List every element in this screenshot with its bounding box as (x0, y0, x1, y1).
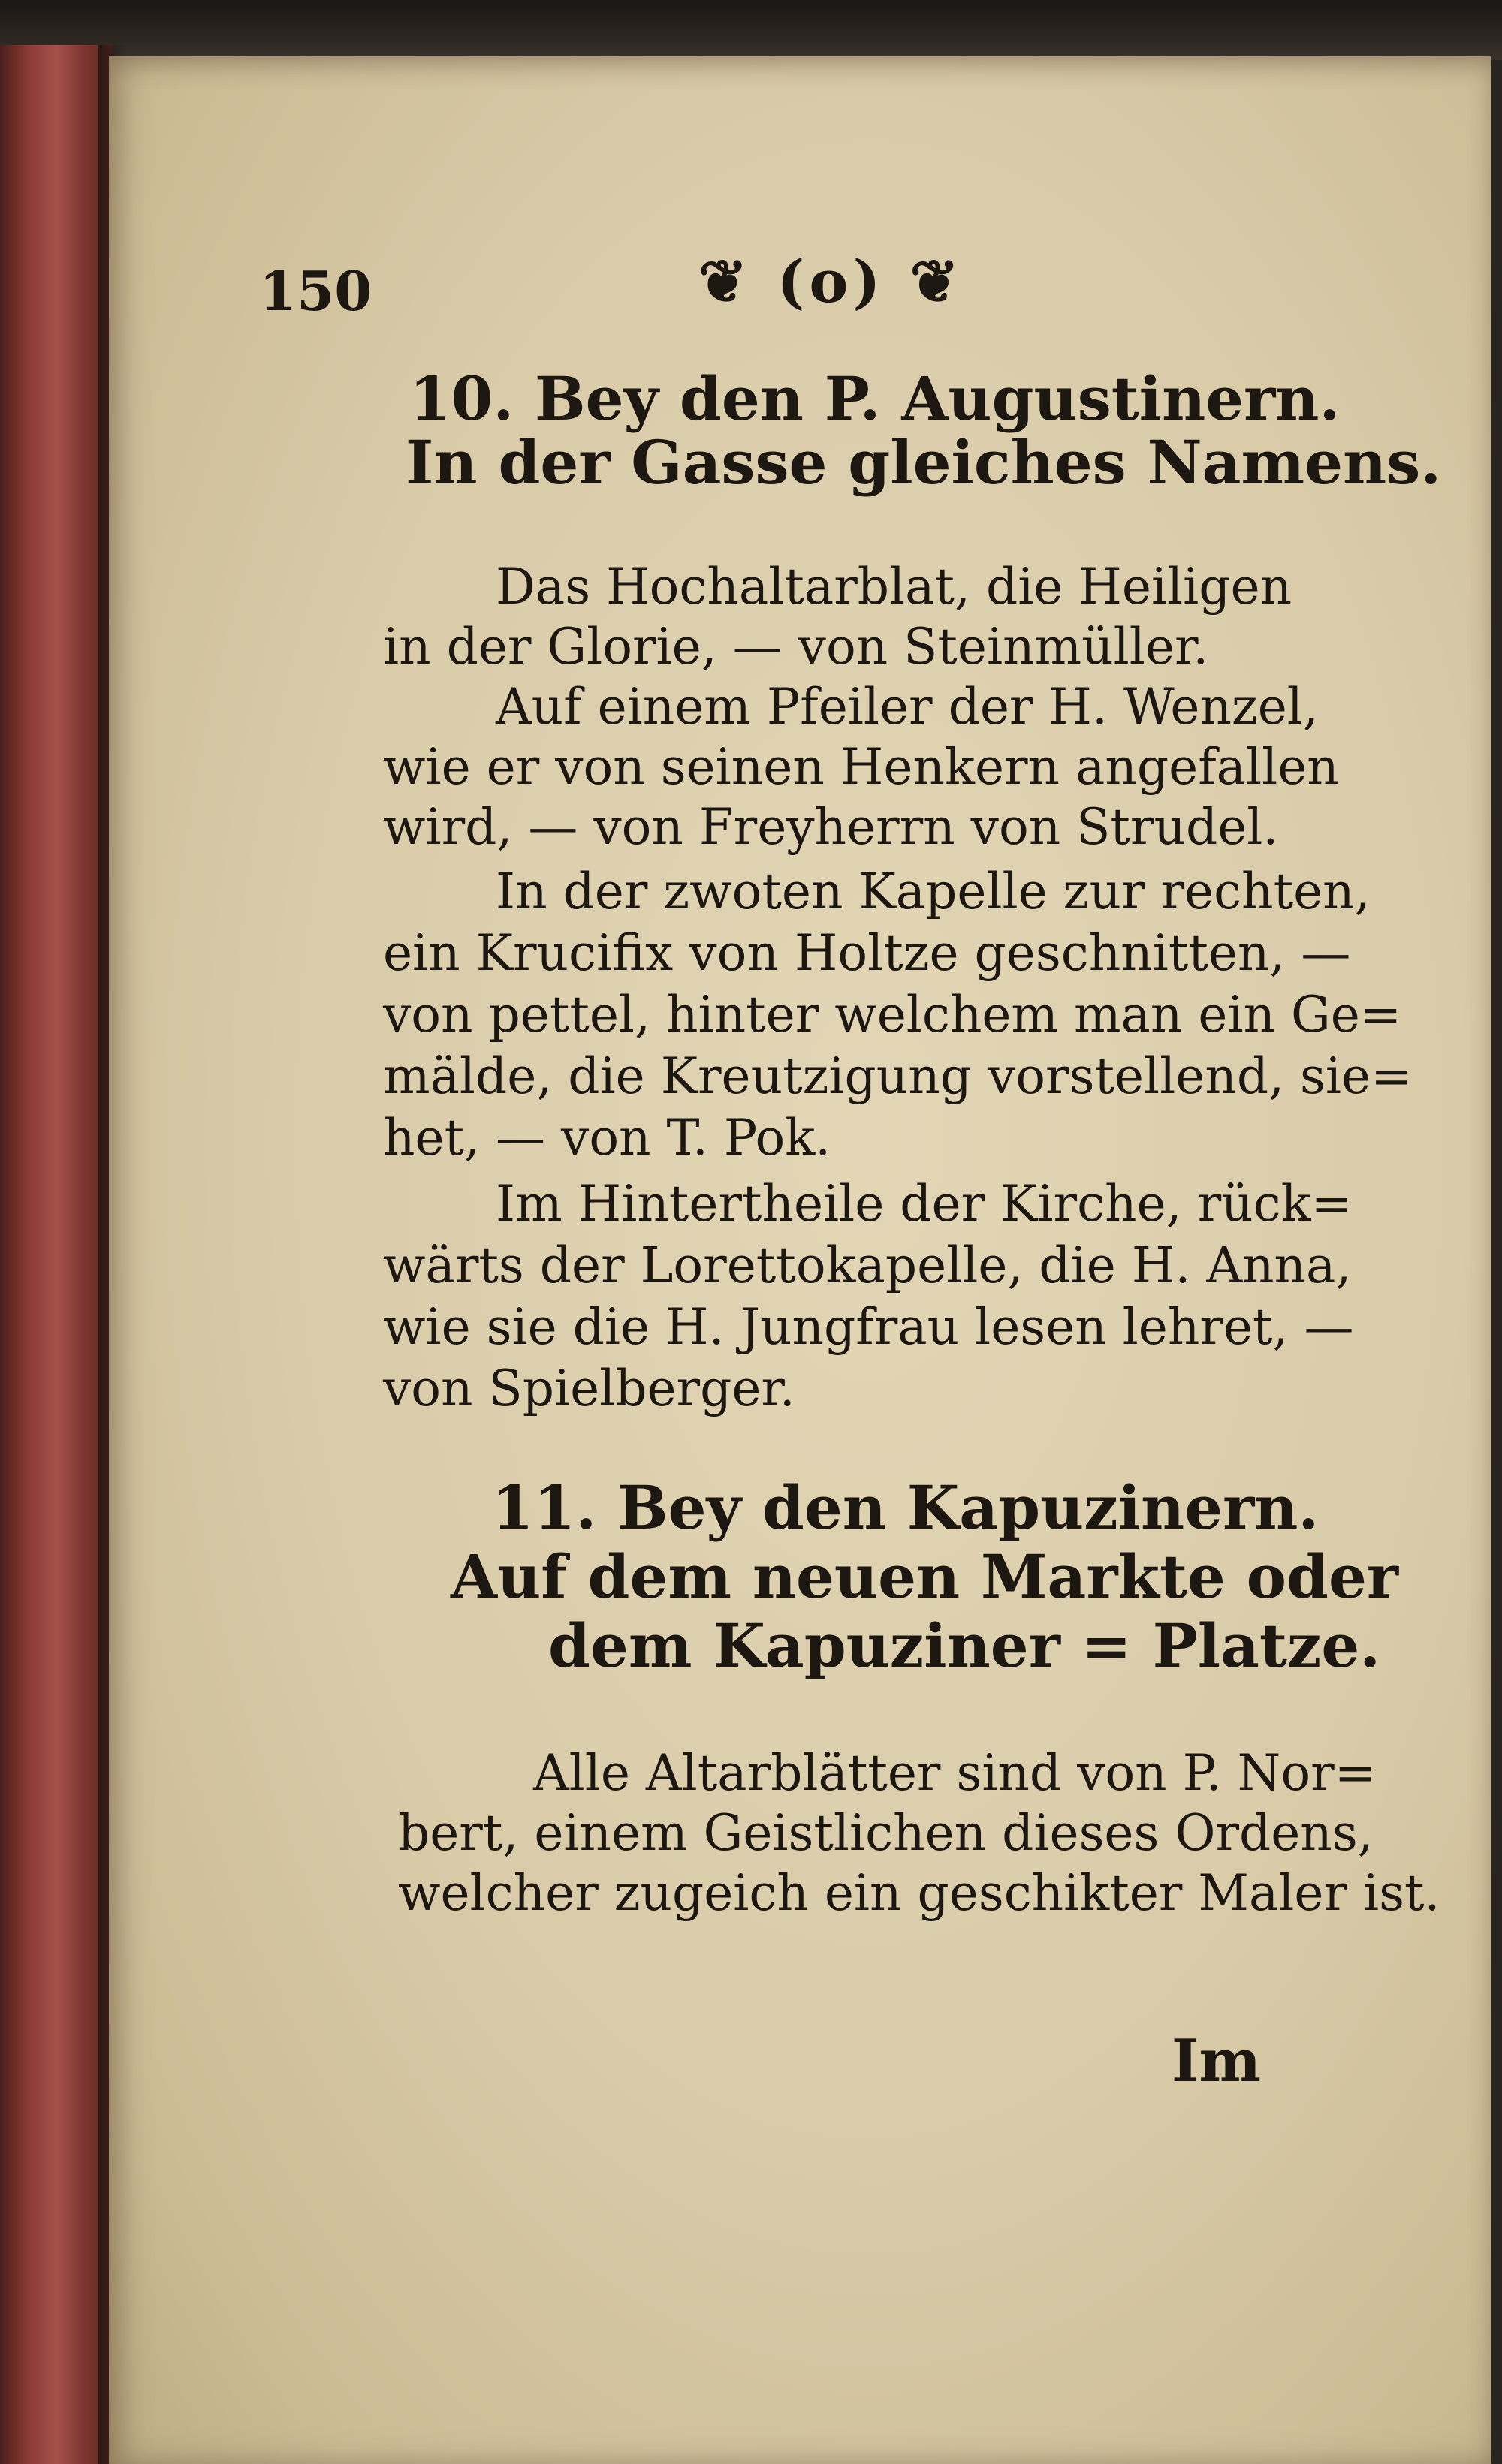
section-10-body-line-10: het, — von T. Pok. (383, 1109, 831, 1167)
section-10-body-line-1: Das Hochaltarblat, die Heiligen (496, 558, 1292, 616)
section-10-body-line-13: wie sie die H. Jungfrau lesen lehret, — (383, 1298, 1354, 1356)
section-10-body-line-3: Auf einem Pfeiler der H. Wenzel, (496, 678, 1319, 736)
section-10-body-line-9: mälde, die Kreutzigung vorstellend, sie= (383, 1047, 1413, 1105)
section-11-heading-line-3: dem Kapuziner = Platze. (548, 1610, 1381, 1681)
section-11-heading-line-1: 11. Bey den Kapuzinern. (492, 1472, 1320, 1543)
section-10-body-line-11: Im Hintertheile der Kirche, rück= (496, 1175, 1353, 1233)
section-10-body-line-4: wie er von seinen Henkern angefallen (383, 738, 1339, 796)
section-10-heading-line-2: In der Gasse gleiches Namens. (406, 427, 1442, 498)
section-10-body-line-8: von pettel, hinter welchem man ein Ge= (383, 986, 1402, 1044)
top-edge (0, 0, 1502, 60)
section-10-heading-line-1: 10. Bey den P. Augustinern. (409, 363, 1341, 434)
section-10-body-line-2: in der Glorie, — von Steinmüller. (383, 618, 1209, 676)
section-11-body-line-3: welcher zugeich ein geschikter Maler ist. (398, 1864, 1440, 1922)
catch-word: Im (1172, 2027, 1262, 2095)
section-10-body-line-6: In der zwoten Kapelle zur rechten, (496, 863, 1371, 920)
section-10-body-line-5: wird, — von Freyherrn von Strudel. (383, 798, 1279, 856)
book-spine-edge (0, 45, 113, 2464)
section-10-body-line-14: von Spielberger. (383, 1360, 795, 1417)
page-number: 150 (259, 259, 372, 323)
section-11-heading-line-2: Auf dem neuen Markte oder (451, 1541, 1398, 1612)
section-10-body-line-12: wärts der Lorettokapelle, die H. Anna, (383, 1237, 1352, 1294)
section-11-body-line-1: Alle Altarblätter sind von P. Nor= (533, 1744, 1376, 1802)
section-11-body-line-2: bert, einem Geistlichen dieses Ordens, (398, 1804, 1374, 1862)
header-ornament: ❦ (o) ❦ (698, 248, 964, 316)
section-10-body-line-7: ein Krucifix von Holtze geschnitten, — (383, 924, 1351, 982)
